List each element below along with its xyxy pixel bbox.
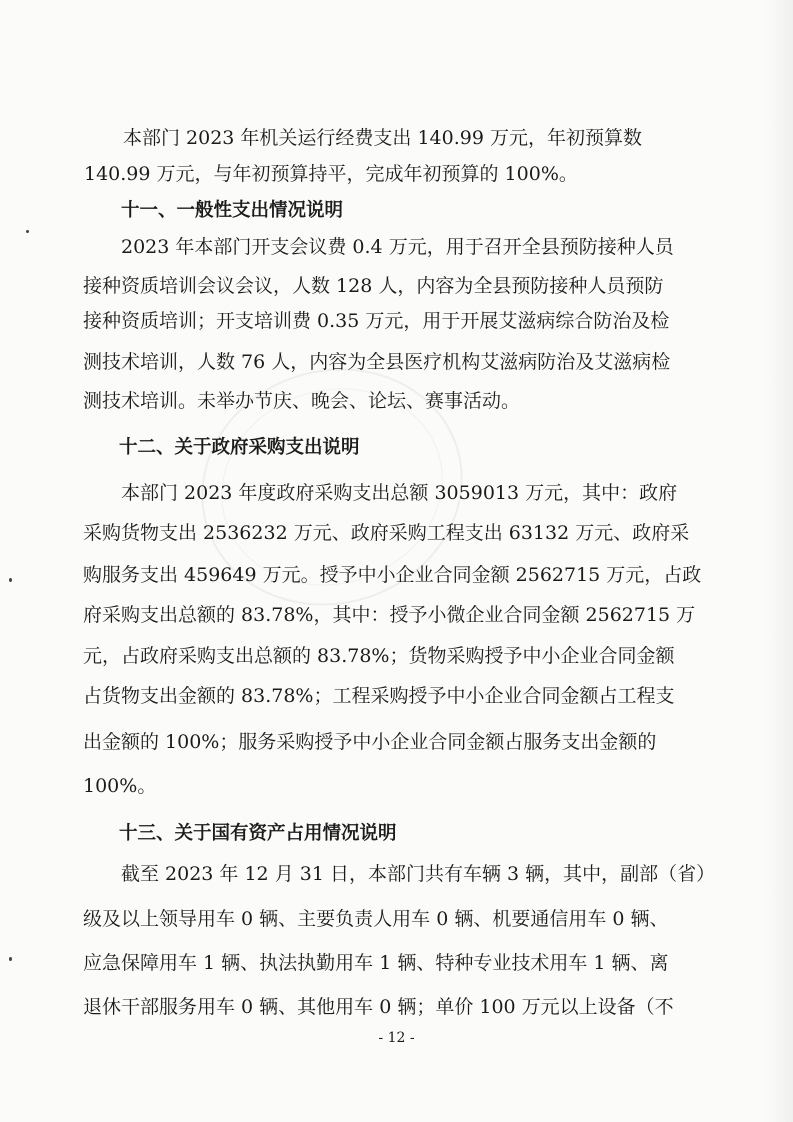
paragraph-line: 100%。 bbox=[83, 775, 157, 797]
paragraph-line: 测技术培训。未举办节庆、晚会、论坛、赛事活动。 bbox=[83, 390, 521, 412]
section-heading-12: 十二、关于政府采购支出说明 bbox=[119, 437, 360, 458]
paragraph-line: 占货物支出金额的 83.78%；工程采购授予中小企业合同金额占工程支 bbox=[83, 685, 675, 707]
paragraph-line: 采购货物支出 2536232 万元、政府采购工程支出 63132 万元、政府采 bbox=[83, 522, 690, 544]
paragraph-line: 本部门 2023 年度政府采购支出总额 3059013 万元，其中：政府 bbox=[121, 482, 678, 504]
paragraph-line: 接种资质培训；开支培训费 0.35 万元，用于开展艾滋病综合防治及检 bbox=[83, 310, 670, 332]
paragraph-line: 本部门 2023 年机关运行经费支出 140.99 万元，年初预算数 bbox=[123, 127, 642, 149]
paragraph-line: 府采购支出总额的 83.78%，其中：授予小微企业合同金额 2562715 万 bbox=[83, 604, 696, 626]
paragraph-line: 级及以上领导用车 0 辆、主要负责人用车 0 辆、机要通信用车 0 辆、 bbox=[83, 908, 669, 930]
paragraph-line: 出金额的 100%；服务采购授予中小企业合同金额占服务支出金额的 bbox=[83, 731, 657, 753]
page-number: - 12 - bbox=[378, 1030, 415, 1046]
scan-speck bbox=[9, 957, 12, 961]
section-heading-13: 十三、关于国有资产占用情况说明 bbox=[119, 823, 397, 844]
scan-edge-shadow bbox=[765, 0, 793, 1122]
paragraph-line: 接种资质培训会议会议，人数 128 人，内容为全县预防接种人员预防 bbox=[83, 275, 664, 297]
section-heading-11: 十一、一般性支出情况说明 bbox=[121, 200, 344, 221]
paragraph-line: 退休干部服务用车 0 辆、其他用车 0 辆；单价 100 万元以上设备（不 bbox=[83, 996, 674, 1018]
paragraph-line: 2023 年本部门开支会议费 0.4 万元，用于召开全县预防接种人员 bbox=[121, 236, 674, 258]
scan-speck bbox=[9, 578, 12, 582]
scan-speck bbox=[26, 230, 29, 233]
paragraph-line: 测技术培训，人数 76 人，内容为全县医疗机构艾滋病防治及艾滋病检 bbox=[83, 351, 671, 373]
paragraph-line: 140.99 万元，与年初预算持平，完成年初预算的 100%。 bbox=[84, 163, 578, 185]
paragraph-line: 截至 2023 年 12 月 31 日，本部门共有车辆 3 辆，其中，副部（省） bbox=[121, 863, 716, 885]
paragraph-line: 元，占政府采购支出总额的 83.78%；货物采购授予中小企业合同金额 bbox=[83, 645, 675, 667]
paragraph-line: 购服务支出 459649 万元。授予中小企业合同金额 2562715 万元，占政 bbox=[83, 564, 702, 586]
paragraph-line: 应急保障用车 1 辆、执法执勤用车 1 辆、特种专业技术用车 1 辆、离 bbox=[83, 952, 669, 974]
